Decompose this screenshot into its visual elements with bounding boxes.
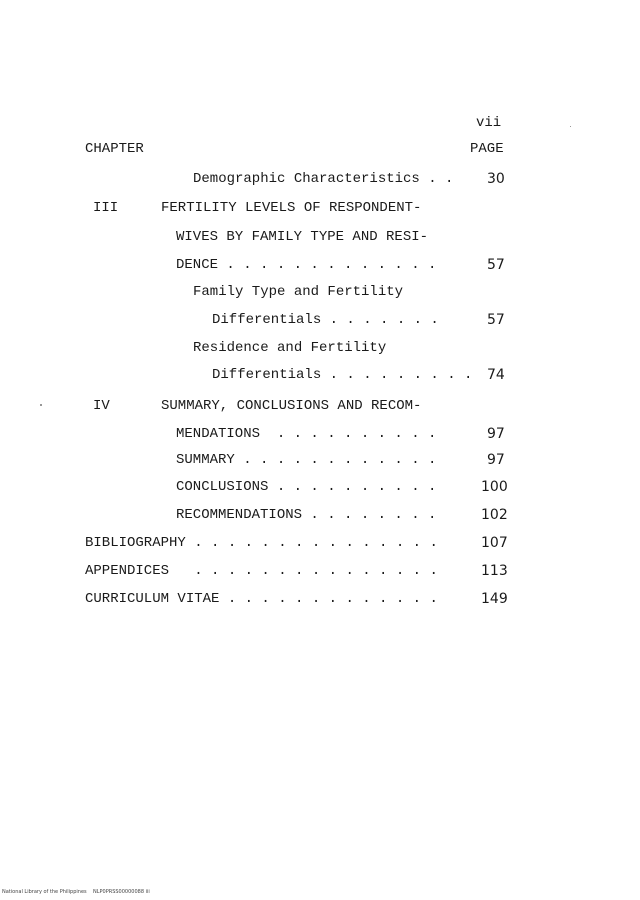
toc-entry-text: Demographic Characteristics . . bbox=[193, 171, 454, 187]
chapter-title: SUMMARY, CONCLUSIONS AND RECOM- bbox=[161, 398, 422, 414]
toc-entry-page: 57 bbox=[487, 312, 505, 328]
section-title: Family Type and Fertility bbox=[193, 284, 404, 300]
toc-entry-text: SUMMARY . . . . . . . . . . . . bbox=[176, 452, 437, 468]
toc-entry-page: 97 bbox=[487, 426, 505, 442]
toc-entry-text: Differentials . . . . . . . . . bbox=[212, 367, 473, 383]
toc-entry-page: 57 bbox=[487, 257, 505, 273]
toc-entry-page: 74 bbox=[487, 367, 505, 383]
toc-entry-text: CONCLUSIONS . . . . . . . . . . bbox=[176, 479, 437, 495]
chapter-title: FERTILITY LEVELS OF RESPONDENT- bbox=[161, 200, 422, 216]
chapter-number: IV bbox=[93, 398, 110, 414]
toc-entry-text: CURRICULUM VITAE . . . . . . . . . . . . . bbox=[85, 591, 438, 607]
toc-entry-page: 149 bbox=[481, 591, 508, 607]
chapter-heading: CHAPTER bbox=[85, 141, 144, 157]
scan-speck bbox=[570, 126, 571, 127]
toc-entry-page: 100 bbox=[481, 479, 508, 495]
page-number: vii bbox=[476, 115, 502, 131]
footer-text: National Library of the Philippines NLP0PRSS00000088 iii bbox=[2, 889, 150, 895]
toc-entry-page: 102 bbox=[481, 507, 508, 523]
toc-entry-page: 97 bbox=[487, 452, 505, 468]
section-title: Residence and Fertility bbox=[193, 340, 387, 356]
toc-entry-page: 107 bbox=[481, 535, 508, 551]
chapter-number: III bbox=[93, 200, 119, 216]
scan-speck bbox=[40, 404, 42, 406]
toc-entry-text: DENCE . . . . . . . . . . . . . bbox=[176, 257, 437, 273]
toc-entry-page: 30 bbox=[487, 171, 505, 187]
toc-entry-text: BIBLIOGRAPHY . . . . . . . . . . . . . . . bbox=[85, 535, 438, 551]
toc-entry-text: Differentials . . . . . . . bbox=[212, 312, 439, 328]
toc-entry-text: RECOMMENDATIONS . . . . . . . . bbox=[176, 507, 437, 523]
toc-entry-text: MENDATIONS . . . . . . . . . . bbox=[176, 426, 437, 442]
chapter-title-continued: WIVES BY FAMILY TYPE AND RESI- bbox=[176, 229, 429, 245]
toc-entry-page: 113 bbox=[481, 563, 508, 579]
page-heading: PAGE bbox=[470, 141, 504, 157]
toc-entry-text: APPENDICES . . . . . . . . . . . . . . . bbox=[85, 563, 438, 579]
